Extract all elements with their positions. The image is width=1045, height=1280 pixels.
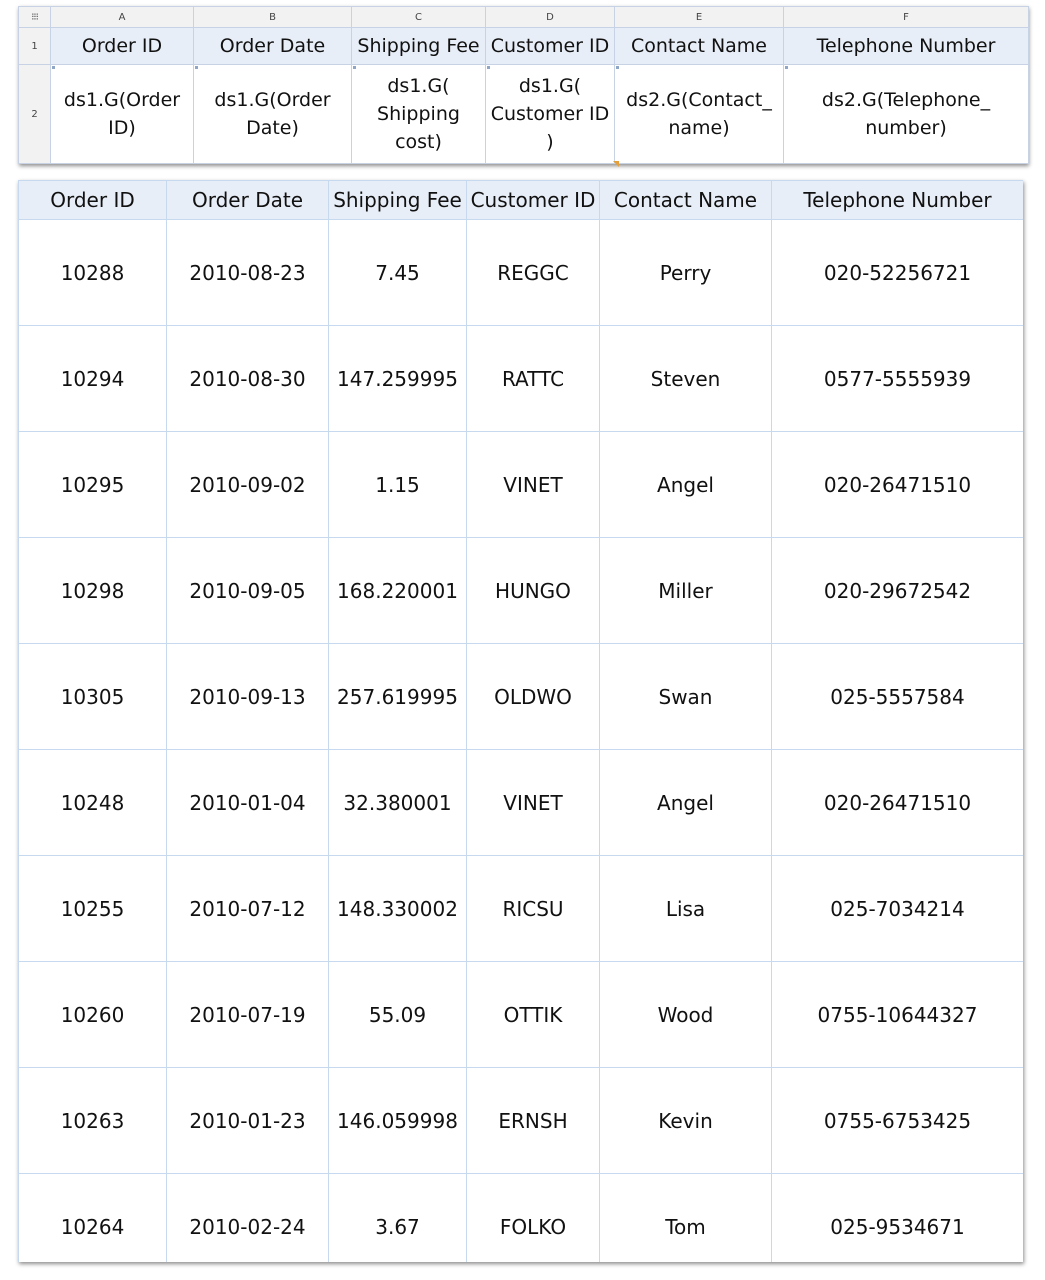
- cell-b2[interactable]: ds1.G(Order Date): [194, 65, 352, 164]
- order-id-cell: 10255: [19, 856, 167, 962]
- cell-f2[interactable]: ds2.G(Telephone_ number): [784, 65, 1029, 164]
- select-all-icon[interactable]: ⁝⁝⁝: [19, 7, 51, 28]
- table-row: [19, 750, 1024, 856]
- customer-id-cell: OLDWO: [467, 644, 600, 750]
- preview-header-contact-name: Contact Name: [600, 181, 772, 220]
- contact-name-cell: Swan: [600, 644, 772, 750]
- order-id-cell: 10264: [19, 1174, 167, 1263]
- order-id-cell: 10263: [19, 1068, 167, 1174]
- customer-id-cell: ERNSH: [467, 1068, 600, 1174]
- customer-id-cell: VINET: [467, 432, 600, 538]
- order-date-cell: 2010-01-04: [167, 750, 329, 856]
- column-header-d[interactable]: D: [486, 7, 615, 28]
- table-row: [19, 644, 1024, 750]
- customer-id-cell: REGGC: [467, 220, 600, 326]
- order-id-cell: 10248: [19, 750, 167, 856]
- order-date-cell: 2010-09-02: [167, 432, 329, 538]
- shipping-fee-cell: 32.380001: [329, 750, 467, 856]
- telephone-cell: 025-9534671: [772, 1174, 1024, 1263]
- preview-header-order-id: Order ID: [19, 181, 167, 220]
- customer-id-cell: RATTC: [467, 326, 600, 432]
- preview-header-shipping-fee: Shipping Fee: [329, 181, 467, 220]
- cell-d2[interactable]: ds1.G( Customer ID ): [486, 65, 615, 164]
- report-preview: [18, 180, 1023, 1262]
- designer-row-1: [19, 28, 1029, 65]
- table-row: [19, 432, 1024, 538]
- telephone-cell: 025-7034214: [772, 856, 1024, 962]
- row-number-1[interactable]: 1: [19, 28, 51, 65]
- shipping-fee-cell: 147.259995: [329, 326, 467, 432]
- order-date-cell: 2010-09-05: [167, 538, 329, 644]
- preview-header-customer-id: Customer ID: [467, 181, 600, 220]
- cell-c2[interactable]: ds1.G( Shipping cost): [352, 65, 486, 164]
- shipping-fee-cell: 3.67: [329, 1174, 467, 1263]
- cell-e1[interactable]: Contact Name: [615, 28, 784, 65]
- contact-name-cell: Tom: [600, 1174, 772, 1263]
- table-row: [19, 326, 1024, 432]
- order-date-cell: 2010-07-12: [167, 856, 329, 962]
- contact-name-cell: Lisa: [600, 856, 772, 962]
- column-header-c[interactable]: C: [352, 7, 486, 28]
- order-id-cell: 10295: [19, 432, 167, 538]
- table-row: [19, 1174, 1024, 1263]
- order-date-cell: 2010-01-23: [167, 1068, 329, 1174]
- telephone-cell: 020-26471510: [772, 750, 1024, 856]
- order-date-cell: 2010-09-13: [167, 644, 329, 750]
- column-header-b[interactable]: B: [194, 7, 352, 28]
- order-date-cell: 2010-08-23: [167, 220, 329, 326]
- shipping-fee-cell: 55.09: [329, 962, 467, 1068]
- cell-comment-marker: [613, 161, 619, 167]
- order-date-cell: 2010-08-30: [167, 326, 329, 432]
- order-date-cell: 2010-07-19: [167, 962, 329, 1068]
- contact-name-cell: Perry: [600, 220, 772, 326]
- shipping-fee-cell: 7.45: [329, 220, 467, 326]
- table-row: [19, 538, 1024, 644]
- preview-header-telephone: Telephone Number: [772, 181, 1024, 220]
- order-id-cell: 10260: [19, 962, 167, 1068]
- preview-header-order-date: Order Date: [167, 181, 329, 220]
- designer-row-2: [19, 65, 1029, 164]
- designer-grid: [18, 6, 1029, 164]
- column-header-row: [19, 7, 1029, 28]
- column-header-f[interactable]: F: [784, 7, 1029, 28]
- contact-name-cell: Steven: [600, 326, 772, 432]
- order-id-cell: 10294: [19, 326, 167, 432]
- shipping-fee-cell: 146.059998: [329, 1068, 467, 1174]
- order-id-cell: 10298: [19, 538, 167, 644]
- telephone-cell: 020-29672542: [772, 538, 1024, 644]
- report-designer-sheet: [18, 6, 1028, 164]
- preview-table: [18, 180, 1023, 1262]
- telephone-cell: 020-52256721: [772, 220, 1024, 326]
- customer-id-cell: RICSU: [467, 856, 600, 962]
- table-row: [19, 220, 1024, 326]
- table-row: [19, 962, 1024, 1068]
- customer-id-cell: FOLKO: [467, 1174, 600, 1263]
- contact-name-cell: Angel: [600, 750, 772, 856]
- table-row: [19, 1068, 1024, 1174]
- telephone-cell: 0577-5555939: [772, 326, 1024, 432]
- contact-name-cell: Angel: [600, 432, 772, 538]
- shipping-fee-cell: 1.15: [329, 432, 467, 538]
- telephone-cell: 020-26471510: [772, 432, 1024, 538]
- cell-e2[interactable]: ds2.G(Contact_ name): [615, 65, 784, 164]
- order-date-cell: 2010-02-24: [167, 1174, 329, 1263]
- cell-a1[interactable]: Order ID: [51, 28, 194, 65]
- preview-header-row: [19, 181, 1024, 220]
- column-header-a[interactable]: A: [51, 7, 194, 28]
- shipping-fee-cell: 168.220001: [329, 538, 467, 644]
- customer-id-cell: VINET: [467, 750, 600, 856]
- contact-name-cell: Wood: [600, 962, 772, 1068]
- order-id-cell: 10305: [19, 644, 167, 750]
- row-number-2[interactable]: 2: [19, 65, 51, 164]
- cell-a2[interactable]: ds1.G(Order ID): [51, 65, 194, 164]
- telephone-cell: 0755-10644327: [772, 962, 1024, 1068]
- table-row: [19, 856, 1024, 962]
- telephone-cell: 025-5557584: [772, 644, 1024, 750]
- customer-id-cell: HUNGO: [467, 538, 600, 644]
- telephone-cell: 0755-6753425: [772, 1068, 1024, 1174]
- cell-c1[interactable]: Shipping Fee: [352, 28, 486, 65]
- contact-name-cell: Kevin: [600, 1068, 772, 1174]
- customer-id-cell: OTTIK: [467, 962, 600, 1068]
- column-header-e[interactable]: E: [615, 7, 784, 28]
- order-id-cell: 10288: [19, 220, 167, 326]
- contact-name-cell: Miller: [600, 538, 772, 644]
- cell-b1[interactable]: Order Date: [194, 28, 352, 65]
- shipping-fee-cell: 257.619995: [329, 644, 467, 750]
- cell-f1[interactable]: Telephone Number: [784, 28, 1029, 65]
- shipping-fee-cell: 148.330002: [329, 856, 467, 962]
- cell-d1[interactable]: Customer ID: [486, 28, 615, 65]
